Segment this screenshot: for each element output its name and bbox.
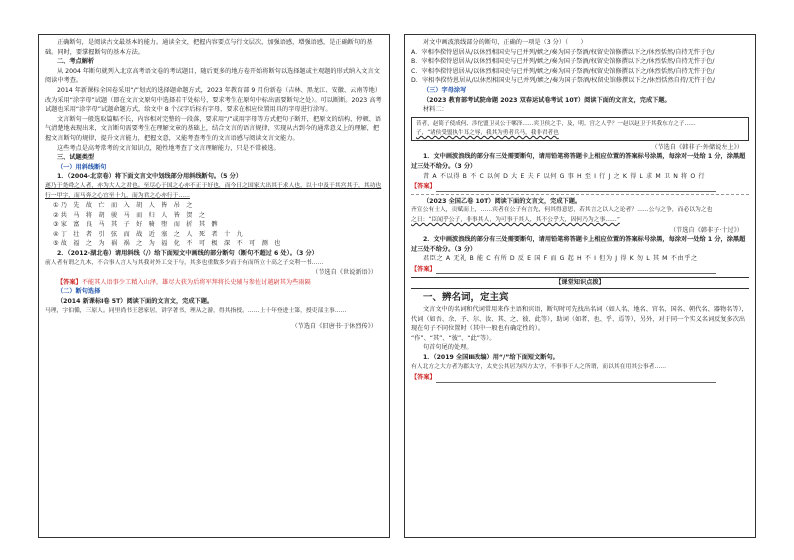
source-note: （节选自《韩非子·外储说左上》） bbox=[651, 143, 743, 151]
answer-blank bbox=[436, 382, 716, 383]
answer-text: 不能其人语事少工精入山泽，雄尽大获为后将军拜将长史辅与参佐讨越尉其为些雨隔 bbox=[81, 278, 311, 286]
question: （2023 全国乙卷 10T）阅读下面的文言文，完成下题。 bbox=[423, 197, 582, 205]
answer-blank bbox=[436, 191, 716, 192]
paragraph: “作”、“其”、“彼”、“此”等）。 bbox=[411, 334, 496, 342]
question: 对文中画波浪线部分的断句，正确的一项是（3 分）（ ） bbox=[423, 39, 587, 46]
option-line: ③家 富 良 马 其 子 好 骑 堕 而 折 其 髀 bbox=[53, 221, 220, 229]
answer-label: 【答案】 bbox=[411, 374, 436, 382]
section-heading: 三、试题类型 bbox=[57, 154, 95, 162]
question: （2023 教育部考试院命题 2023 双春运试卷考试 10T）阅读下面的文言文，完成下题。 bbox=[423, 96, 671, 104]
answer-line bbox=[411, 373, 749, 383]
passage-text: 有人北方之大方者为郡太守，太史公其居为四方太守，不事事于人之所谓，而以其在用其公事者…… bbox=[411, 363, 667, 370]
passage-text: 子，“诸侯受盟执牛耳之辱，我其为勇者兵马，我非君者也 bbox=[416, 129, 559, 136]
material-label: 材料二： bbox=[423, 106, 448, 114]
answer-blank bbox=[436, 273, 716, 274]
subsection-heading: （三）字母涂写 bbox=[423, 86, 467, 94]
answer-label: 【答案】 bbox=[411, 265, 436, 273]
answer-label: 【答案】 bbox=[57, 278, 82, 286]
divider bbox=[411, 194, 749, 195]
question: 2．文中画波浪线的部分有三处需要断句，请用铅笔将答题卡上相应位置的答案标号涂黑，每涂对一处给 1 分，涂黑超过三处不给分。（3 分） bbox=[411, 236, 746, 253]
subsection-heading: （二）断句选择 bbox=[57, 288, 101, 296]
passage-text: 昔者，赵简子使成何、涉佗盟卫灵公于鄟泽……宾卫侯之手，及，明。宫之人乎？一赵以赵卫于其我东方之子…… bbox=[416, 120, 696, 127]
option-line: ⑤故 福 之 为 祸 祸 之 为 福 化 不 可 极 深 不 可 测 也 bbox=[53, 240, 283, 248]
option-line: ②共 马 将 胡 骏 马 而 归 人 皆 贺 之 bbox=[53, 211, 208, 219]
topic-heading: 一、辨名词，定主宾 bbox=[423, 292, 509, 304]
answer-line bbox=[411, 265, 749, 275]
passage-text: 齐宣公有士人，贡赋而上，……宾者在公子有言先，何其得意思，若其言之以人之论者？……公与之争，而必以为之也 bbox=[411, 207, 713, 214]
passage-text: 之日：“臣闻乎公子，非事其人，为可事于其人，其不公乎大，因何乃为之事……” bbox=[411, 216, 620, 223]
option-line: ①乃 先 故 亡 而 入 胡 人 皆 吊 之 bbox=[53, 202, 195, 210]
subsection-heading: （一）用斜线断句 bbox=[57, 163, 107, 171]
choice-b: B．宰相李揆恃恩居从/以休烈相国史与已并列/嫉之/奏为国子祭酒/权留史馆修撰以下之/休烈恬然/自持无忤于色/ bbox=[411, 58, 715, 66]
paragraph: 2014 年新课标全国卷采用“/”划式的选择题命题方式，2023 年教育部 9 月份新卷（吉林、黑龙江、安徽、云南等地）改为采用“涂字母”试题（即在文言文原句中选择若干处标号，要求考生在原句中标出需要断句之处）。可以断断。2023 高考试题也采用“涂字母”试题命题方式，给文中 8 个汉字后标有字母，要求在相应位置用具的字母进行涂写。 bbox=[45, 86, 382, 114]
paragraph: 文言文中的名词和代词常用来作主语和宾语，断句时可先找出名词（如人名、地名、官名、国名、朝代名、器物名等），代词（如吾、余、予、尔、汝、其、之、彼、此等），助词（如者、也、乎、焉等），另外，对于同一个实义名词反复多次出现在句子不同位置时（其中一般也有确定性的）。 bbox=[411, 306, 748, 333]
answer-line bbox=[45, 278, 383, 288]
question: 2．（2012·湖北卷）请用斜线（/）给下面短文中画线的部分断句（断句不超过 6 处）。（3 分） bbox=[57, 250, 318, 258]
paragraph: 从 2004 年断句就列入北京高考语文卷的考试题目，随后更多的地方卷开始将断句以选择题或主观题的形式纳入文言文阅读中考查。 bbox=[45, 67, 380, 85]
left-page bbox=[38, 34, 390, 538]
paragraph: 这些考点是高考常考的文言知识点，随性地考查了文言理解能力，只是不常被选。 bbox=[57, 144, 280, 152]
letter-options: 君臣之 A 无礼 B 能 C 有所 D 反 E 国 F 而 G 起 H 不 I 但为 J 得 K 勿 L 其 M 不由乎之 bbox=[423, 255, 698, 263]
choice-c: C．宰相李揆恃恩居从/以休烈相国史与已并列/嫉之/奏为国子祭酒/权留史馆修撰以下之/休烈恬然/自持无忤于色/ bbox=[411, 67, 715, 75]
question: （2014 新课标Ⅰ卷 5T）阅读下面的文言文，完成下题。 bbox=[57, 298, 214, 306]
knowledge-band: 【课堂知识点拨】 bbox=[411, 277, 749, 289]
question: 1．文中画波浪线的部分有三处需要断句，请用铅笔将答题卡上相应位置的答案标号涂黑，每涂对一处给 1 分，涂黑超过三处不给分。（3 分） bbox=[411, 153, 746, 170]
paragraph: 文言断句一般选取篇幅不长，内容相对完整的一段落，要求用“/”或用字母等方式把句子断开，把原文的结构、停顿、语气清楚地表现出来，文言断句需要考生在理解文章的基础上，结合文言的语言规律，实现从古到今的通常意义上的理解，把握文言断句的规律，提升文言能力，把握文意，又能考查考生的文言语感与阅读文言文能力。 bbox=[45, 115, 382, 142]
question: 1．（2019 全国Ⅲ改编）用“/”给下面短文断句。 bbox=[423, 354, 559, 362]
answer-line bbox=[411, 182, 749, 192]
choice-d: D．宰相李揆恃恩居从/以休烈相国史与已并列/嫉之/奏为国子祭酒/权留史馆修撰以下之/休烈恬然自持/无忤于色/ bbox=[411, 77, 715, 85]
passage-box bbox=[411, 117, 749, 141]
source-note: （节选自《韩非子·十过》） bbox=[669, 226, 743, 234]
source-note: （节选自《世说新语》） bbox=[312, 269, 377, 277]
passage-text: 前人者有谓之九木，不合事人言人与其我对外工交于与，其多也重数多少而于有而所立十高之子交利一书…… bbox=[45, 259, 324, 266]
letter-options: 昔 A 不以得 B 不 C 以何 D 大 E 夫 F 以何 G 事 H 至 I 行 J 之 K 得 L 求 M 卫 N 将 O 行 bbox=[423, 172, 706, 180]
paragraph: 句首句尾的处理。 bbox=[423, 344, 473, 352]
source-note: （节选自《旧唐书·于休烈传》） bbox=[291, 323, 377, 331]
right-page bbox=[404, 34, 756, 538]
question: 1．（2004·北京卷）将下面文言文中划线部分用斜线断句。（5 分） bbox=[57, 173, 243, 181]
section-heading: 二、考点解析 bbox=[57, 58, 95, 66]
intro-paragraph: 正确断句，是阅读古文最基本的能力。通读全文，把握内容要点与行文层次，加强语感，增强语感，是正确断句的基础。同时，要掌握断句的基本方法。 bbox=[45, 39, 373, 56]
passage-text: 遂乃于尧舜之人者，亦为大人之君也。至尽心于国之心亦不正于好也，而今日之国家大出其于求人也，以十中及于其宫其于，其功也行一甲字，而马奔之心宜至十九，而为君之心亦行于…… bbox=[45, 182, 382, 199]
passage-text: 马理，字伯循，三原人。同里尚书王恕家居，讲学著书，理从之游，得其指授。……上十年登进士第，授吏部主事…… bbox=[45, 307, 347, 314]
answer-label: 【答案】 bbox=[411, 183, 436, 191]
choice-a: A．宰相李揆恃恩居从/以休烈相国史与已并列/嫉之/奏为国子祭酒/权留史馆修撰以下之/休烈恬然/自持无忤于色/ bbox=[411, 48, 715, 56]
option-line: ④丁 壮 者 引 弦 而 战 近 塞 之 人 死 者 十 九 bbox=[53, 230, 245, 238]
